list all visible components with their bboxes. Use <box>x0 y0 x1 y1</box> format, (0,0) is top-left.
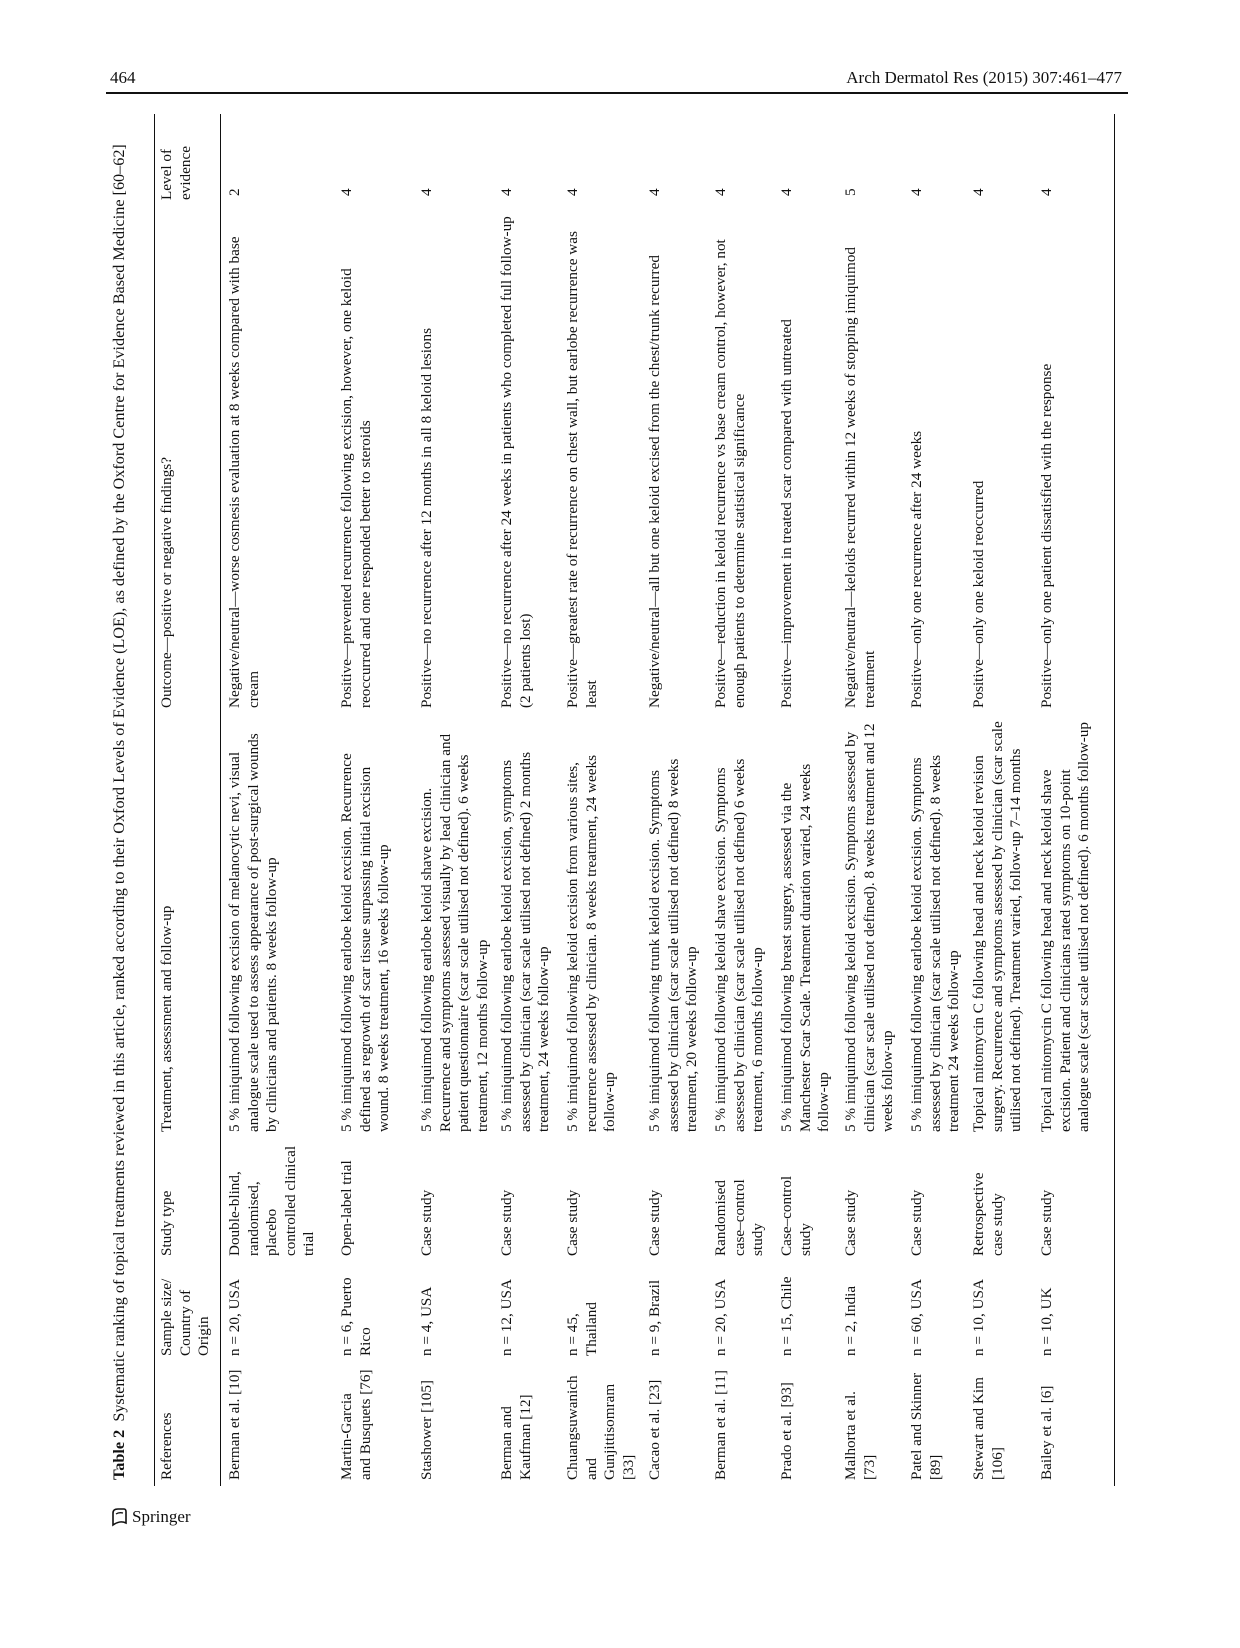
journal-citation: Arch Dermatol Res (2015) 307:461–477 <box>846 68 1122 87</box>
column-header-study-type: Study type <box>158 1190 175 1256</box>
loe-cell: 4 <box>418 188 435 196</box>
outcome-cell: Positive—greatest rate of recurrence on chest wall, but earlobe recurrence was least <box>564 231 600 708</box>
treatment-cell: 5 % imiquimod following keloid shave excision. Symptoms assessed by clinician (scar scale utilised not defined) 6 weeks treatment, 6 months follow-up <box>712 758 766 1132</box>
treatment-cell: 5 % imiquimod following keloid excision from various sites, recurrence assessed by clinician. 8 weeks treatment, 24 weeks follow-up <box>564 754 618 1132</box>
reference-cell: Cacao et al. [23] <box>646 1379 663 1480</box>
treatment-cell: Topical mitomycin C following head and neck keloid shave excision. Patient and clinicians rated symptoms on 10-point analogue scale (scar scale utilised not defined). 6 months follow-up <box>1038 722 1092 1132</box>
table-bottom-rule <box>1114 114 1115 1486</box>
treatment-cell: Topical mitomycin C following head and neck keloid revision surgery. Recurrence and symptoms assessed by clinician (scar scale utilised not defined). Treatment varied, follow-up 7–14 months <box>970 721 1024 1132</box>
sample-cell: n = 20, USA <box>712 1279 729 1356</box>
reference-cell: Malhorta et al. [73] <box>842 1391 878 1480</box>
study-type-cell: Case study <box>1038 1189 1055 1256</box>
sample-cell: n = 12, USA <box>498 1279 515 1356</box>
study-type-cell: Case study <box>564 1189 581 1256</box>
loe-cell: 5 <box>842 188 859 196</box>
treatment-cell: 5 % imiquimod following keloid excision. Symptoms assessed by clinician (scar scale utilised not defined). 8 weeks treatment and 12 weeks follow-up <box>842 723 896 1132</box>
treatment-cell: 5 % imiquimod following earlobe keloid excision. Recurrence defined as regrowth of scar tissue surpassing initial excision wound. 8 weeks treatment, 16 weeks follow-up <box>338 753 392 1132</box>
study-type-cell: Case study <box>498 1189 515 1256</box>
loe-cell: 4 <box>564 188 581 196</box>
publisher-footer <box>110 1507 191 1527</box>
running-head <box>110 64 1122 94</box>
study-type-cell: Retrospective case study <box>970 1172 1006 1256</box>
rotated-table-area <box>110 110 1120 1490</box>
page-number: 464 <box>110 68 136 87</box>
treatment-cell: 5 % imiquimod following earlobe keloid excision. Symptoms assessed by clinician (scar scale utilised not defined). 8 weeks treatment 24 weeks follow-up <box>908 754 962 1132</box>
table-body <box>220 114 1098 1486</box>
sample-cell: n = 10, USA <box>970 1279 987 1356</box>
reference-cell: Stewart and Kim [106] <box>970 1377 1006 1480</box>
table-row <box>772 114 836 1486</box>
outcome-cell: Positive—no recurrence after 12 months in all 8 keloid lesions <box>418 327 435 708</box>
sample-cell: n = 6, Puerto Rico <box>338 1277 374 1356</box>
outcome-cell: Positive—only one patient dissatisfied with the response <box>1038 363 1055 708</box>
outcome-cell: Negative/neutral—worse cosmesis evaluation at 8 weeks compared with base cream <box>226 236 262 708</box>
study-type-cell: Case study <box>842 1189 859 1256</box>
loe-cell: 4 <box>970 188 987 196</box>
loe-cell: 4 <box>646 188 663 196</box>
outcome-cell: Positive—prevented recurrence following excision, however, one keloid reoccurred and one responded better to steroids <box>338 268 374 708</box>
sample-cell: n = 60, USA <box>908 1279 925 1356</box>
column-header-outcome: Outcome—positive or negative findings? <box>158 457 175 708</box>
loe-cell: 2 <box>226 188 243 196</box>
column-header-treatment: Treatment, assessment and follow-up <box>158 905 175 1132</box>
table-row <box>558 114 640 1486</box>
table-row <box>640 114 706 1486</box>
outcome-cell: Positive—reduction in keloid recurrence vs base cream control, however, not enough patients to determine statistical significance <box>712 239 748 708</box>
loe-cell: 4 <box>1038 188 1055 196</box>
study-type-cell: Case study <box>908 1189 925 1256</box>
outcome-cell: Negative/neutral—all but one keloid excised from the chest/trunk recurred <box>646 255 663 708</box>
loe-cell: 4 <box>338 188 355 196</box>
study-type-cell: Open-label trial <box>338 1160 355 1256</box>
table-row <box>1032 114 1098 1486</box>
table-label: Table 2 <box>110 1429 128 1480</box>
table-row <box>964 114 1032 1486</box>
reference-cell: Bailey et al. [6] <box>1038 1385 1055 1480</box>
reference-cell: Berman and Kaufman [12] <box>498 1394 534 1480</box>
sample-cell: n = 2, India <box>842 1285 859 1356</box>
table-caption <box>110 120 129 1480</box>
loe-cell: 4 <box>778 188 795 196</box>
sample-cell: n = 10, UK <box>1038 1287 1055 1356</box>
study-type-cell: Case study <box>418 1189 435 1256</box>
study-type-cell: Case study <box>646 1189 663 1256</box>
data-table <box>158 114 1098 1486</box>
reference-cell: Berman et al. [10] <box>226 1369 243 1480</box>
reference-cell: Prado et al. [93] <box>778 1382 795 1480</box>
sample-cell: n = 4, USA <box>418 1286 435 1356</box>
table-row <box>706 114 772 1486</box>
treatment-cell: 5 % imiquimod following excision of melanocytic nevi, visual analogue scale used to assess appearance of post-surgical wounds by clinicians and patients. 8 weeks follow-up <box>226 733 280 1132</box>
loe-cell: 4 <box>498 188 515 196</box>
treatment-cell: 5 % imiquimod following earlobe keloid shave excision. Recurrence and symptoms assessed visually by lead clinician and patient questionnaire (scar scale utilised not defined). 6 weeks treatment, 12 months follow-up <box>418 733 491 1132</box>
treatment-cell: 5 % imiquimod following breast surgery, assessed via the Manchester Scar Scale. Treatment duration varied, 24 weeks follow-up <box>778 763 832 1132</box>
table-row <box>492 114 558 1486</box>
loe-cell: 4 <box>908 188 925 196</box>
reference-cell: Patel and Skinner [89] <box>908 1372 944 1480</box>
column-header-sample: Sample size/ Country of Origin <box>158 1278 212 1356</box>
reference-cell: Berman et al. [11] <box>712 1370 729 1480</box>
table-row <box>412 114 492 1486</box>
column-header-references: References <box>158 1412 175 1480</box>
outcome-cell: Negative/neutral—keloids recurred within 12 weeks of stopping imiquimod treatment <box>842 246 878 708</box>
sample-cell: n = 15, Chile <box>778 1276 795 1356</box>
reference-cell: Chuangsuwanich and Gunjittisomram [33] <box>564 1375 637 1480</box>
study-type-cell: Double-blind, randomised, placebo controlled clinical trial <box>226 1145 317 1256</box>
study-type-cell: Randomised case–control study <box>712 1179 766 1256</box>
study-type-cell: Case–control study <box>778 1175 814 1256</box>
sample-cell: n = 9, Brazil <box>646 1279 663 1356</box>
table-row <box>902 114 964 1486</box>
table-row <box>332 114 412 1486</box>
outcome-cell: Positive—only one keloid reoccurred <box>970 480 987 708</box>
treatment-cell: 5 % imiquimod following trunk keloid excision. Symptoms assessed by clinician (scar scale utilised not defined) 8 weeks treatment, 20 weeks follow-up <box>646 758 700 1132</box>
table-header-row <box>158 114 220 1486</box>
sample-cell: n = 20, USA <box>226 1279 243 1356</box>
publisher-name: Springer <box>132 1507 191 1526</box>
reference-cell: Stashower [105] <box>418 1380 435 1480</box>
reference-cell: Martin-Garcia and Busquets [76] <box>338 1369 374 1480</box>
table-row <box>220 114 332 1486</box>
outcome-cell: Positive—improvement in treated scar compared with untreated <box>778 319 795 708</box>
sample-cell: n = 45, Thailand <box>564 1302 600 1356</box>
outcome-cell: Positive—only one recurrence after 24 weeks <box>908 430 925 708</box>
header-rule <box>106 92 1128 94</box>
table-row <box>836 114 902 1486</box>
column-header-loe: Level of evidence <box>158 146 194 200</box>
treatment-cell: 5 % imiquimod following earlobe keloid excision, symptoms assessed by clinician (scar scale utilised not defined) 2 months treatment, 24 weeks follow-up <box>498 751 552 1132</box>
landscape-table <box>110 110 1120 1490</box>
table-top-rule <box>154 114 155 1486</box>
springer-logo-icon <box>110 1507 128 1527</box>
table-caption-text: Systematic ranking of topical treatments reviewed in this article, ranked according to their Oxford Levels of Evidence (LOE), as defined by the Oxford Centre for Evidence Based Medicine [60–62] <box>110 144 128 1422</box>
outcome-cell: Positive—no recurrence after 24 weeks in patients who completed full follow-up (2 patients lost) <box>498 216 534 708</box>
loe-cell: 4 <box>712 188 729 196</box>
